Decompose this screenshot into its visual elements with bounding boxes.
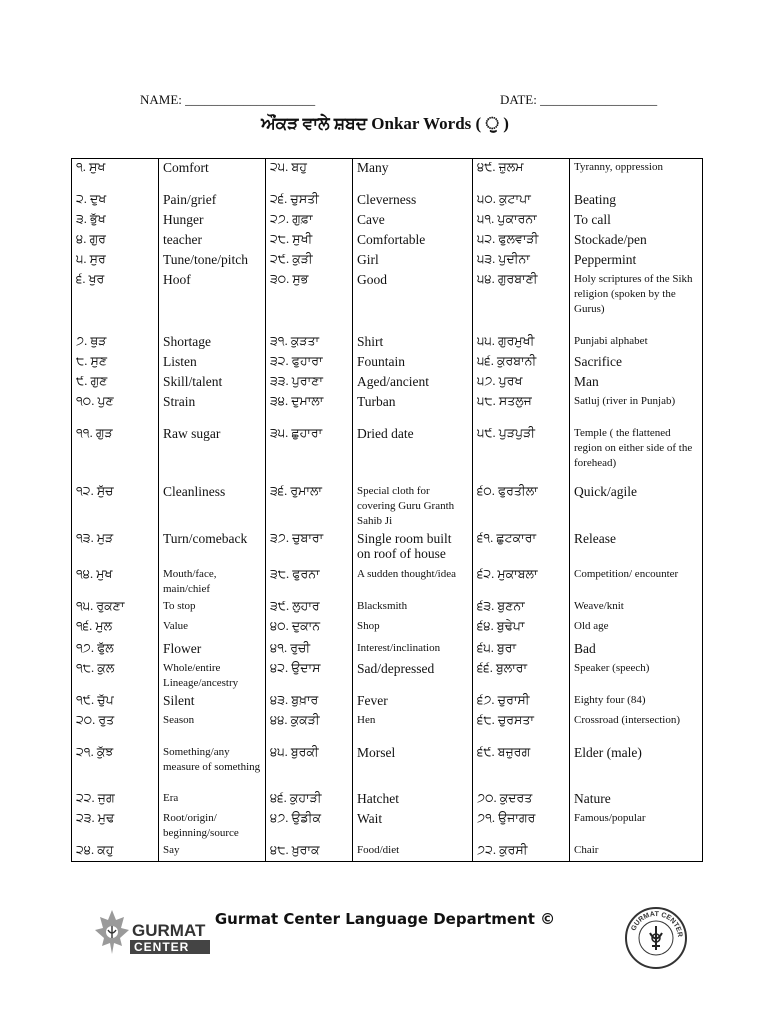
logo-line2: CENTER [134, 940, 190, 954]
table-row [72, 425, 703, 483]
punjabi-word: ੧੯. ਚੁੱਪ [72, 692, 159, 712]
english-meaning: Pain/grief [159, 191, 266, 211]
english-meaning: Tune/tone/pitch [159, 251, 266, 271]
english-meaning: Hen [353, 712, 473, 744]
english-meaning: Release [570, 530, 703, 566]
punjabi-word: ੪੫. ਬੁਰਕੀ [266, 744, 353, 790]
english-meaning: Cleverness [353, 191, 473, 211]
punjabi-word: ੪੬. ਕੁਹਾੜੀ [266, 790, 353, 810]
page-title: ਔਂਕੜ ਵਾਲੇ ਸ਼ਬਦ Onkar Words ( ੁ ) [261, 114, 509, 133]
english-meaning: Shop [353, 618, 473, 640]
english-meaning: Aged/ancient [353, 373, 473, 393]
punjabi-word: ੨੧. ਕੁੱਝ [72, 744, 159, 790]
seal-ring-text: GURMAT CENTER [630, 910, 684, 938]
english-meaning: Raw sugar [159, 425, 266, 483]
table-row [72, 191, 703, 211]
punjabi-word: ੬੮. ਚੁਰਸਤਾ [473, 712, 570, 744]
english-meaning: Bad [570, 640, 703, 660]
footer-text: Gurmat Center Language Department © [214, 910, 556, 928]
punjabi-word: ੬੩. ਬੁਣਨਾ [473, 598, 570, 618]
english-meaning: Era [159, 790, 266, 810]
english-meaning: Blacksmith [353, 598, 473, 618]
punjabi-word: ੧੭. ਫੁੱਲ [72, 640, 159, 660]
english-meaning: Competition/ encounter [570, 566, 703, 598]
punjabi-word: ੩. ਭੁੱਖ [72, 211, 159, 231]
table-row [72, 333, 703, 353]
table-row [72, 353, 703, 373]
vocabulary-table [71, 158, 703, 862]
english-meaning: Skill/talent [159, 373, 266, 393]
english-meaning: Eighty four (84) [570, 692, 703, 712]
english-meaning: Hatchet [353, 790, 473, 810]
punjabi-word: ੬੭. ਚੁਰਾਸੀ [473, 692, 570, 712]
table-row [72, 271, 703, 333]
punjabi-word: ੪੭. ਉਡੀਕ [266, 810, 353, 842]
logo-line1: GURMAT [132, 921, 206, 940]
punjabi-word: ੧੨. ਸੁੱਚ [72, 483, 159, 530]
english-meaning: Wait [353, 810, 473, 842]
english-meaning: Strain [159, 393, 266, 425]
punjabi-word: ੫੩. ਪੁਦੀਨਾ [473, 251, 570, 271]
english-meaning: Hoof [159, 271, 266, 333]
punjabi-word: ੩੫. ਛੁਹਾਰਾ [266, 425, 353, 483]
english-meaning: Elder (male) [570, 744, 703, 790]
punjabi-word: ੪੦. ਦੁਕਾਨ [266, 618, 353, 640]
english-meaning: Root/origin/ beginning/source [159, 810, 266, 842]
english-meaning: teacher [159, 231, 266, 251]
english-meaning: Good [353, 271, 473, 333]
punjabi-word: ੪੪. ਕੁਕੜੀ [266, 712, 353, 744]
english-meaning: Season [159, 712, 266, 744]
english-meaning: Peppermint [570, 251, 703, 271]
punjabi-word: ੨੩. ਮੁਢ [72, 810, 159, 842]
english-meaning: Comfortable [353, 231, 473, 251]
english-meaning: Speaker (speech) [570, 660, 703, 692]
table-row [72, 712, 703, 744]
english-meaning: Nature [570, 790, 703, 810]
punjabi-word: ੧੩. ਮੁੜ [72, 530, 159, 566]
punjabi-word: ੩੧. ਕੁੜਤਾ [266, 333, 353, 353]
punjabi-word: ੬੨. ਮੁਕਾਬਲਾ [473, 566, 570, 598]
punjabi-word: ੨੮. ਸੁਖੀ [266, 231, 353, 251]
english-meaning: Cleanliness [159, 483, 266, 530]
english-meaning: Girl [353, 251, 473, 271]
table-row [72, 393, 703, 425]
english-meaning: Value [159, 618, 266, 640]
english-meaning: Mouth/face, main/chief [159, 566, 266, 598]
table-row [72, 231, 703, 251]
english-meaning: Beating [570, 191, 703, 211]
english-meaning: To call [570, 211, 703, 231]
punjabi-word: ੪੨. ਉਦਾਸ [266, 660, 353, 692]
english-meaning: Temple ( the flattened region on either side of the forehead) [570, 425, 703, 483]
punjabi-word: ੧. ਸੁਖ [72, 159, 159, 191]
punjabi-word: ੧੧. ਗੁੜ [72, 425, 159, 483]
punjabi-word: ੨੫. ਬਹੁ [266, 159, 353, 191]
english-meaning: To stop [159, 598, 266, 618]
english-meaning: Fever [353, 692, 473, 712]
english-meaning: Turban [353, 393, 473, 425]
english-meaning: Flower [159, 640, 266, 660]
english-meaning: Chair [570, 842, 703, 862]
english-meaning: Man [570, 373, 703, 393]
punjabi-word: ੩੬. ਰੁਮਾਲਾ [266, 483, 353, 530]
punjabi-word: ੧੦. ਪੁਣ [72, 393, 159, 425]
punjabi-word: ੬੬. ਬੁਲਾਰਾ [473, 660, 570, 692]
punjabi-word: ੬੦. ਫੁਰਤੀਲਾ [473, 483, 570, 530]
english-meaning: Quick/agile [570, 483, 703, 530]
english-meaning: Say [159, 842, 266, 862]
punjabi-word: ੭੧. ਉਜਾਗਰ [473, 810, 570, 842]
punjabi-word: ੭. ਥੁੜ [72, 333, 159, 353]
english-meaning: Hunger [159, 211, 266, 231]
punjabi-word: ੨੦. ਰੁਤ [72, 712, 159, 744]
punjabi-word: ੪੩. ਬੁਖ਼ਾਰ [266, 692, 353, 712]
punjabi-word: ੧੪. ਮੁਖ [72, 566, 159, 598]
punjabi-word: ੪੧. ਰੁਚੀ [266, 640, 353, 660]
punjabi-word: ੫੨. ਫੁਲਵਾੜੀ [473, 231, 570, 251]
punjabi-word: ੧੫. ਰੁਕਣਾ [72, 598, 159, 618]
english-meaning: Punjabi alphabet [570, 333, 703, 353]
english-meaning: Food/diet [353, 842, 473, 862]
punjabi-word: ੩੨. ਫੁਹਾਰਾ [266, 353, 353, 373]
punjabi-word: ੨੯. ਕੁੜੀ [266, 251, 353, 271]
punjabi-word: ੬੫. ਬੁਰਾ [473, 640, 570, 660]
english-meaning: Tyranny, oppression [570, 159, 703, 191]
english-meaning: Turn/comeback [159, 530, 266, 566]
punjabi-word: ੨੪. ਕਹੁ [72, 842, 159, 862]
punjabi-word: ੫੧. ਪੁਕਾਰਨਾ [473, 211, 570, 231]
table-row [72, 790, 703, 810]
punjabi-word: ੭੨. ਕੁਰਸੀ [473, 842, 570, 862]
punjabi-word: ੫੭. ਪੁਰਖ [473, 373, 570, 393]
table-row [72, 618, 703, 640]
punjabi-word: ੫. ਸੁਰ [72, 251, 159, 271]
english-meaning: Whole/entire Lineage/ancestry [159, 660, 266, 692]
table-row [72, 373, 703, 393]
english-meaning: Comfort [159, 159, 266, 191]
english-meaning: Single room built on roof of house [353, 530, 473, 566]
punjabi-word: ੩੭. ਚੁਬਾਰਾ [266, 530, 353, 566]
punjabi-word: ੧੮. ਕੁਲ [72, 660, 159, 692]
table-row [72, 159, 703, 191]
table-row [72, 251, 703, 271]
table-row [72, 842, 703, 862]
english-meaning: Holy scriptures of the Sikh religion (spoken by the Gurus) [570, 271, 703, 333]
punjabi-word: ੩੩. ਪੁਰਾਣਾ [266, 373, 353, 393]
english-meaning: Many [353, 159, 473, 191]
english-meaning: Something/any measure of something [159, 744, 266, 790]
table-row [72, 660, 703, 692]
table-row [72, 211, 703, 231]
punjabi-word: ੬੪. ਬੁਢੇਪਾ [473, 618, 570, 640]
punjabi-word: ੩੦. ਸੁਭ [266, 271, 353, 333]
punjabi-word: ੨੨. ਜੁਗ [72, 790, 159, 810]
name-field-label: NAME: ____________________ [140, 92, 316, 107]
english-meaning: Dried date [353, 425, 473, 483]
table-row [72, 483, 703, 530]
english-meaning: Stockade/pen [570, 231, 703, 251]
english-meaning: Shortage [159, 333, 266, 353]
table-row [72, 566, 703, 598]
table-row [72, 530, 703, 566]
date-field-label: DATE: __________________ [500, 92, 658, 107]
punjabi-word: ੫੦. ਕੁਟਾਪਾ [473, 191, 570, 211]
english-meaning: Weave/knit [570, 598, 703, 618]
english-meaning: Sacrifice [570, 353, 703, 373]
punjabi-word: ੫੬. ਕੁਰਬਾਨੀ [473, 353, 570, 373]
punjabi-word: ੩੯. ਲੁਹਾਰ [266, 598, 353, 618]
punjabi-word: ੬੯. ਬਜ਼ੁਰਗ [473, 744, 570, 790]
english-meaning: Famous/popular [570, 810, 703, 842]
english-meaning: Crossroad (intersection) [570, 712, 703, 744]
punjabi-word: ੫੮. ਸਤਲੁਜ [473, 393, 570, 425]
punjabi-word: ੧੬. ਮੁਲ [72, 618, 159, 640]
punjabi-word: ੨੬. ਚੁਸਤੀ [266, 191, 353, 211]
table-row [72, 810, 703, 842]
punjabi-word: ੩੪. ਦੁਮਾਲਾ [266, 393, 353, 425]
table-row [72, 598, 703, 618]
english-meaning: Shirt [353, 333, 473, 353]
english-meaning: Satluj (river in Punjab) [570, 393, 703, 425]
punjabi-word: ੭੦. ਕੁਦਰਤ [473, 790, 570, 810]
punjabi-word: ੪. ਗੁਰ [72, 231, 159, 251]
english-meaning: Interest/inclination [353, 640, 473, 660]
punjabi-word: ੬੧. ਛੁਟਕਾਰਾ [473, 530, 570, 566]
gurmat-center-seal [624, 906, 688, 970]
english-meaning: Cave [353, 211, 473, 231]
english-meaning: A sudden thought/idea [353, 566, 473, 598]
english-meaning: Old age [570, 618, 703, 640]
punjabi-word: ੨੭. ਗੁਫ਼ਾ [266, 211, 353, 231]
punjabi-word: ੫੯. ਪੁੜਪੁੜੀ [473, 425, 570, 483]
english-meaning: Silent [159, 692, 266, 712]
punjabi-word: ੪੯. ਜ਼ੁਲਮ [473, 159, 570, 191]
english-meaning: Fountain [353, 353, 473, 373]
table-row [72, 640, 703, 660]
english-meaning: Special cloth for covering Guru Granth Sahib Ji [353, 483, 473, 530]
table-row [72, 692, 703, 712]
table-row [72, 744, 703, 790]
punjabi-word: ੮. ਸੁਣ [72, 353, 159, 373]
punjabi-word: ੩੮. ਫੁਰਨਾ [266, 566, 353, 598]
english-meaning: Sad/depressed [353, 660, 473, 692]
punjabi-word: ੬. ਖੁਰ [72, 271, 159, 333]
punjabi-word: ੫੪. ਗੁਰਬਾਣੀ [473, 271, 570, 333]
punjabi-word: ੪੮. ਖ਼ੁਰਾਕ [266, 842, 353, 862]
punjabi-word: ੫੫. ਗੁਰਮੁਖੀ [473, 333, 570, 353]
english-meaning: Listen [159, 353, 266, 373]
punjabi-word: ੨. ਦੁਖ [72, 191, 159, 211]
punjabi-word: ੯. ਗੁਣ [72, 373, 159, 393]
english-meaning: Morsel [353, 744, 473, 790]
